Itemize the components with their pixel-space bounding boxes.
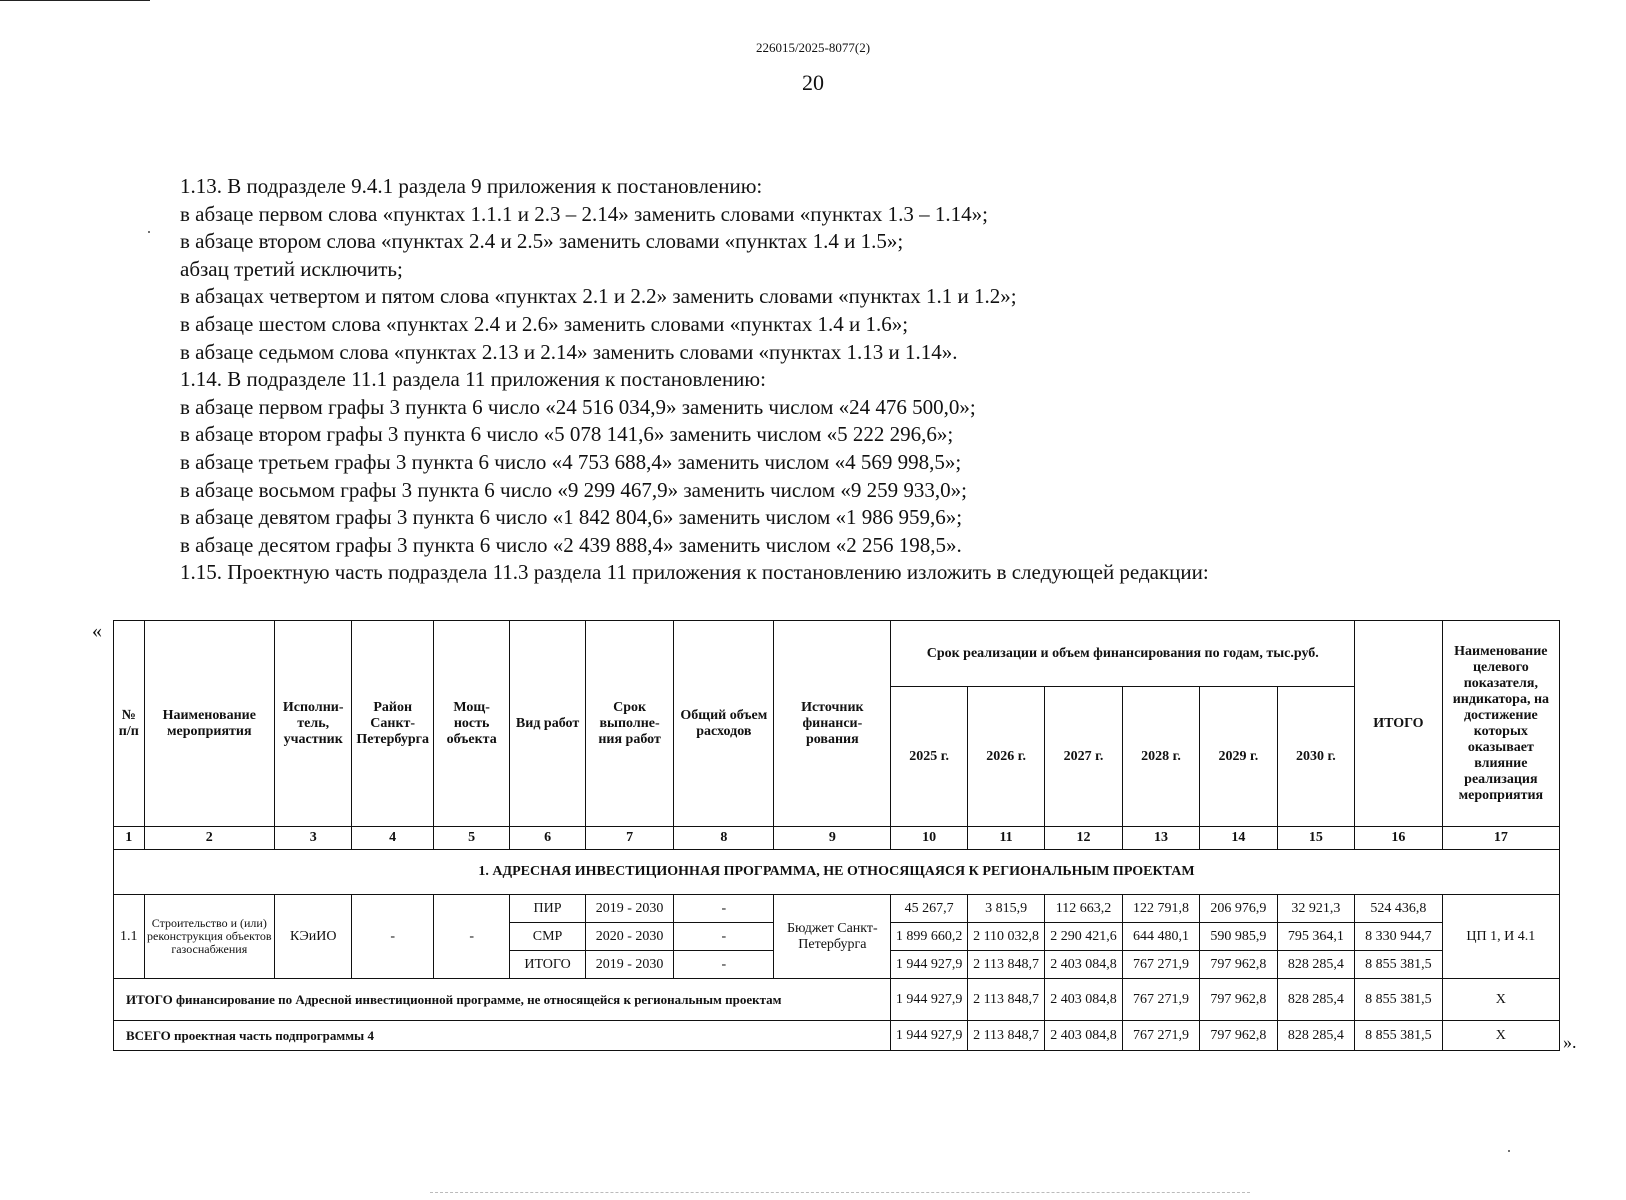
header-year: 2029 г. — [1200, 687, 1277, 827]
header-year: 2028 г. — [1122, 687, 1199, 827]
year-value: 767 271,9 — [1122, 951, 1199, 979]
year-value: 2 403 084,8 — [1045, 951, 1122, 979]
column-number: 6 — [510, 827, 585, 850]
item-capacity: - — [433, 895, 509, 979]
year-value: 2 110 032,8 — [967, 923, 1044, 951]
funding-source: Бюджет Санкт-Петербурга — [774, 895, 891, 979]
total-label: ВСЕГО проектная часть подпрограммы 4 — [114, 1021, 891, 1051]
itogo-value: 8 855 381,5 — [1355, 979, 1443, 1021]
year-value: 767 271,9 — [1122, 1021, 1199, 1051]
year-value: 1 944 927,9 — [891, 979, 967, 1021]
column-number-row — [114, 827, 1560, 850]
term: 2019 - 2030 — [585, 951, 674, 979]
header-work-type: Вид работ — [510, 621, 585, 827]
header-num: № п/п — [114, 621, 145, 827]
year-value: 1 944 927,9 — [891, 1021, 967, 1051]
header-year: 2025 г. — [891, 687, 967, 827]
item-executor: КЭиИО — [274, 895, 351, 979]
year-value: 2 290 421,6 — [1045, 923, 1122, 951]
header-year: 2026 г. — [967, 687, 1044, 827]
header-year: 2027 г. — [1045, 687, 1122, 827]
total-row — [114, 979, 1560, 1021]
document-number: 226015/2025-8077(2) — [755, 40, 871, 55]
header-executor: Исполни-тель, участник — [274, 621, 351, 827]
year-value: 112 663,2 — [1045, 895, 1122, 923]
header-funding-group: Срок реализации и объем финансирования по годам, тыс.руб. — [891, 621, 1355, 687]
column-number: 5 — [433, 827, 509, 850]
year-value: 32 921,3 — [1277, 895, 1354, 923]
year-value: 3 815,9 — [967, 895, 1044, 923]
column-number: 7 — [585, 827, 674, 850]
column-number: 10 — [891, 827, 967, 850]
year-value: 767 271,9 — [1122, 979, 1199, 1021]
column-number: 1 — [114, 827, 145, 850]
column-number: 4 — [352, 827, 434, 850]
year-value: 2 403 084,8 — [1045, 1021, 1122, 1051]
header-source: Источник финанси-рования — [774, 621, 891, 827]
column-number: 17 — [1442, 827, 1559, 850]
year-value: 828 285,4 — [1277, 951, 1354, 979]
total-label: ИТОГО финансирование по Адресной инвестиционной программе, не относящейся к региональным проектам — [114, 979, 891, 1021]
header-year: 2030 г. — [1277, 687, 1354, 827]
opening-quote: « — [92, 620, 102, 642]
column-number: 8 — [674, 827, 774, 850]
paragraph: в абзаце девятом графы 3 пункта 6 число «1 842 804,6» заменить числом «1 986 959,6»; — [180, 505, 963, 530]
paragraph: в абзаце третьем графы 3 пункта 6 число «4 753 688,4» заменить числом «4 569 998,5»; — [180, 449, 962, 474]
paragraph: в абзаце втором слова «пунктах 2.4 и 2.5» заменить словами «пунктах 1.4 и 1.5»; — [180, 229, 904, 254]
year-value: 206 976,9 — [1200, 895, 1277, 923]
closing-quote: ». — [1563, 1032, 1577, 1052]
paragraph: в абзаце седьмом слова «пунктах 2.13 и 2.14» заменить словами «пунктах 1.13 и 1.14». — [180, 339, 958, 364]
item-name: Строительство и (или) реконструкция объектов газоснабжения — [144, 895, 274, 979]
column-number: 3 — [274, 827, 351, 850]
scan-crop-line — [0, 0, 150, 1]
year-value: 2 113 848,7 — [967, 951, 1044, 979]
year-value: 2 403 084,8 — [1045, 979, 1122, 1021]
column-number: 15 — [1277, 827, 1354, 850]
year-value: 828 285,4 — [1277, 1021, 1354, 1051]
year-value: 797 962,8 — [1200, 979, 1277, 1021]
funding-table — [113, 620, 1560, 1051]
year-value: 1 944 927,9 — [891, 951, 967, 979]
term: 2019 - 2030 — [585, 895, 674, 923]
year-value: 828 285,4 — [1277, 979, 1354, 1021]
paragraph: абзац третий исключить; — [180, 256, 403, 281]
paragraph: в абзаце восьмом графы 3 пункта 6 число «9 299 467,9» заменить числом «9 259 933,0»; — [180, 477, 967, 502]
year-value: 2 113 848,7 — [967, 979, 1044, 1021]
body-text — [180, 173, 1560, 587]
page-number: 20 — [802, 70, 824, 95]
header-name: Наименование мероприятия — [144, 621, 274, 827]
header-itogo: ИТОГО — [1355, 621, 1443, 827]
section-row — [114, 850, 1560, 895]
header-capacity: Мощ-ность объекта — [433, 621, 509, 827]
header-total-cost: Общий объем расходов — [674, 621, 774, 827]
term: 2020 - 2030 — [585, 923, 674, 951]
item-num: 1.1 — [114, 895, 145, 979]
column-number: 9 — [774, 827, 891, 850]
indicator: Х — [1442, 979, 1559, 1021]
work-type: СМР — [510, 923, 585, 951]
paragraph-1-14: 1.14. В подразделе 11.1 раздела 11 приложения к постановлению: — [180, 367, 766, 392]
faint-bottom-line — [430, 1192, 1250, 1194]
year-value: 2 113 848,7 — [967, 1021, 1044, 1051]
paragraph: в абзацах четвертом и пятом слова «пунктах 2.1 и 2.2» заменить словами «пунктах 1.1 и 1.2»; — [180, 284, 1017, 309]
itogo-value: 8 855 381,5 — [1355, 1021, 1443, 1051]
grand-total-row — [114, 1021, 1560, 1051]
paragraph: в абзаце первом графы 3 пункта 6 число «24 516 034,9» заменить числом «24 476 500,0»; — [180, 394, 976, 419]
table-row — [114, 895, 1560, 923]
indicator: Х — [1442, 1021, 1559, 1051]
year-value: 122 791,8 — [1122, 895, 1199, 923]
column-number: 16 — [1355, 827, 1443, 850]
header-term: Срок выполне-ния работ — [585, 621, 674, 827]
year-value: 590 985,9 — [1200, 923, 1277, 951]
total-cost: - — [674, 951, 774, 979]
header-indicator: Наименование целевого показателя, индикатора, на достижение которых оказывает влияние реализация мероприятия — [1442, 621, 1559, 827]
scan-speck — [148, 231, 150, 233]
paragraph-1-15: 1.15. Проектную часть подраздела 11.3 раздела 11 приложения к постановлению изложить в следующей редакции: — [180, 560, 1209, 585]
paragraph: в абзаце шестом слова «пунктах 2.4 и 2.6» заменить словами «пунктах 1.4 и 1.6»; — [180, 311, 909, 336]
scan-speck — [1508, 1150, 1510, 1152]
year-value: 644 480,1 — [1122, 923, 1199, 951]
year-value: 1 899 660,2 — [891, 923, 967, 951]
year-value: 45 267,7 — [891, 895, 967, 923]
work-type: ПИР — [510, 895, 585, 923]
item-district: - — [352, 895, 434, 979]
paragraph: в абзаце десятом графы 3 пункта 6 число «2 439 888,4» заменить числом «2 256 198,5». — [180, 532, 962, 557]
header-district: Район Санкт-Петербурга — [352, 621, 434, 827]
column-number: 14 — [1200, 827, 1277, 850]
section-title: 1. АДРЕСНАЯ ИНВЕСТИЦИОННАЯ ПРОГРАММА, НЕ ОТНОСЯЩАЯСЯ К РЕГИОНАЛЬНЫМ ПРОЕКТАМ — [114, 850, 1560, 895]
column-number: 13 — [1122, 827, 1199, 850]
paragraph-1-13: 1.13. В подразделе 9.4.1 раздела 9 приложения к постановлению: — [180, 174, 763, 198]
year-value: 797 962,8 — [1200, 1021, 1277, 1051]
paragraph: в абзаце втором графы 3 пункта 6 число «5 078 141,6» заменить числом «5 222 296,6»; — [180, 422, 954, 447]
itogo-value: 8 330 944,7 — [1355, 923, 1443, 951]
itogo-value: 524 436,8 — [1355, 895, 1443, 923]
column-number: 12 — [1045, 827, 1122, 850]
total-cost: - — [674, 895, 774, 923]
year-value: 795 364,1 — [1277, 923, 1354, 951]
work-type: ИТОГО — [510, 951, 585, 979]
paragraph: в абзаце первом слова «пунктах 1.1.1 и 2.3 – 2.14» заменить словами «пунктах 1.3 – 1.14»; — [180, 201, 988, 226]
indicator: ЦП 1, И 4.1 — [1442, 895, 1559, 979]
total-cost: - — [674, 923, 774, 951]
column-number: 11 — [967, 827, 1044, 850]
itogo-value: 8 855 381,5 — [1355, 951, 1443, 979]
year-value: 797 962,8 — [1200, 951, 1277, 979]
column-number: 2 — [144, 827, 274, 850]
